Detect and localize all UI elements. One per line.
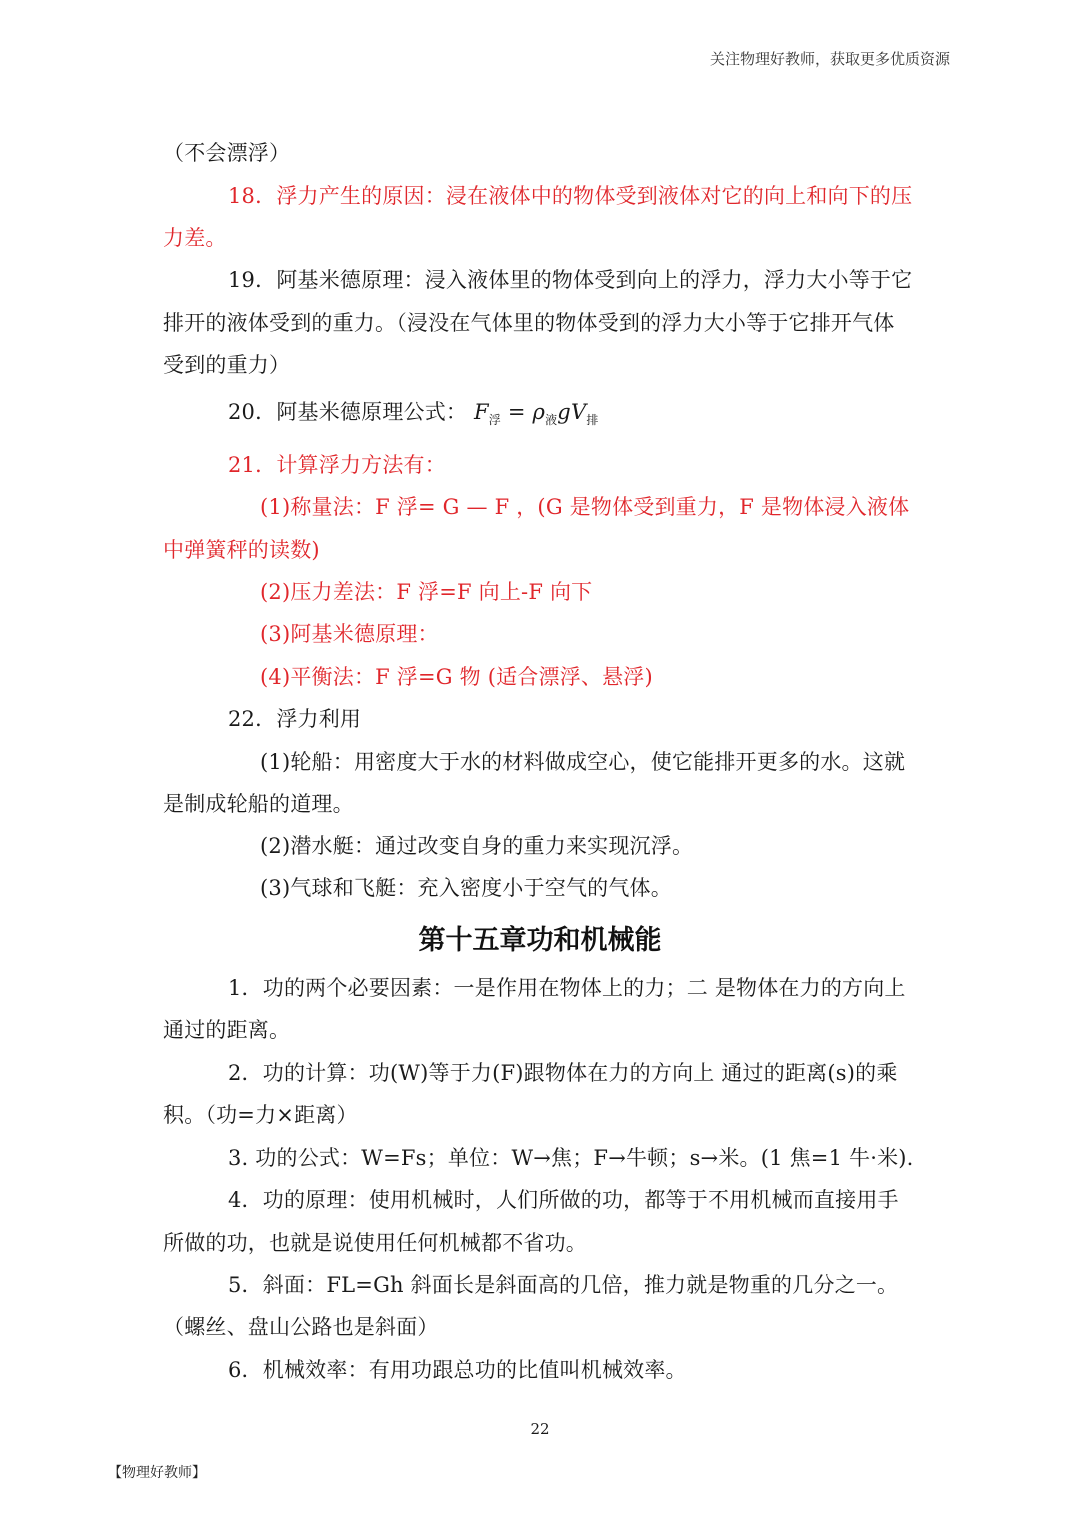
page-number: 22 — [530, 1420, 550, 1438]
text-line: (4)平衡法：F 浮=G 物 (适合漂浮、悬浮) — [260, 665, 653, 689]
formula-label: 20．阿基米德原理公式： — [228, 400, 468, 424]
text-line: （不会漂浮） — [163, 141, 291, 165]
text-line: 21．计算浮力方法有： — [228, 453, 446, 477]
text-line: 4．功的原理：使用机械时，人们所做的功，都等于不用机械而直接用手 — [228, 1188, 899, 1212]
text-line: 6．机械效率：有用功跟总功的比值叫机械效率。 — [228, 1358, 687, 1382]
text-line: 5．斜面：FL=Gh 斜面长是斜面高的几倍，推力就是物重的几分之一。 — [228, 1273, 899, 1297]
text-line: (3)阿基米德原理： — [260, 622, 439, 646]
text-line: (2)压力差法：F 浮=F 向上-F 向下 — [260, 580, 593, 604]
text-line: 3. 功的公式：W=Fs；单位：W→焦；F→牛顿；s→米。(1 焦=1 牛·米). — [228, 1146, 914, 1170]
text-line: 积。（功=力×距离） — [163, 1103, 358, 1127]
text-line: (3)气球和飞艇：充入密度小于空气的气体。 — [260, 876, 672, 900]
page-header: 关注物理好教师，获取更多优质资源 — [709, 50, 950, 68]
page-footer: 【物理好教师】 — [108, 1465, 206, 1481]
text-line: 中弹簧秤的读数) — [163, 538, 320, 562]
formula-line — [228, 397, 599, 435]
text-line: （螺丝、盘山公路也是斜面） — [163, 1315, 439, 1339]
text-line: 受到的重力） — [163, 353, 291, 377]
text-line: (1)称量法：F 浮= G — F ，(G 是物体受到重力，F 是物体浸入液体 — [260, 495, 910, 519]
text-line: (2)潜水艇：通过改变自身的重力来实现沉浮。 — [260, 834, 694, 858]
text-line: 18．浮力产生的原因：浸在液体中的物体受到液体对它的向上和向下的压 — [228, 184, 913, 208]
text-line: 排开的液体受到的重力。（浸没在气体里的物体受到的浮力大小等于它排开气体 — [163, 311, 895, 335]
text-line: 2．功的计算：功(W)等于力(F)跟物体在力的方向上 通过的距离(s)的乘 — [228, 1061, 898, 1085]
text-line: 通过的距离。 — [163, 1018, 291, 1042]
text-line: 是制成轮船的道理。 — [163, 792, 354, 816]
chapter-title: 第十五章功和机械能 — [418, 925, 662, 956]
archimedes-formula: $F_浮 = \rho_液gV_排$ — [474, 400, 599, 428]
text-line: 19．阿基米德原理：浸入液体里的物体受到向上的浮力，浮力大小等于它 — [228, 268, 913, 292]
text-line: 1．功的两个必要因素：一是作用在物体上的力；二 是物体在力的方向上 — [228, 976, 906, 1000]
text-line: (1)轮船：用密度大于水的材料做成空心，使它能排开更多的水。这就 — [260, 750, 906, 774]
text-line: 力差。 — [163, 226, 227, 250]
text-line: 22．浮力利用 — [228, 707, 362, 731]
text-line: 所做的功，也就是说使用任何机械都不省功。 — [163, 1231, 587, 1255]
